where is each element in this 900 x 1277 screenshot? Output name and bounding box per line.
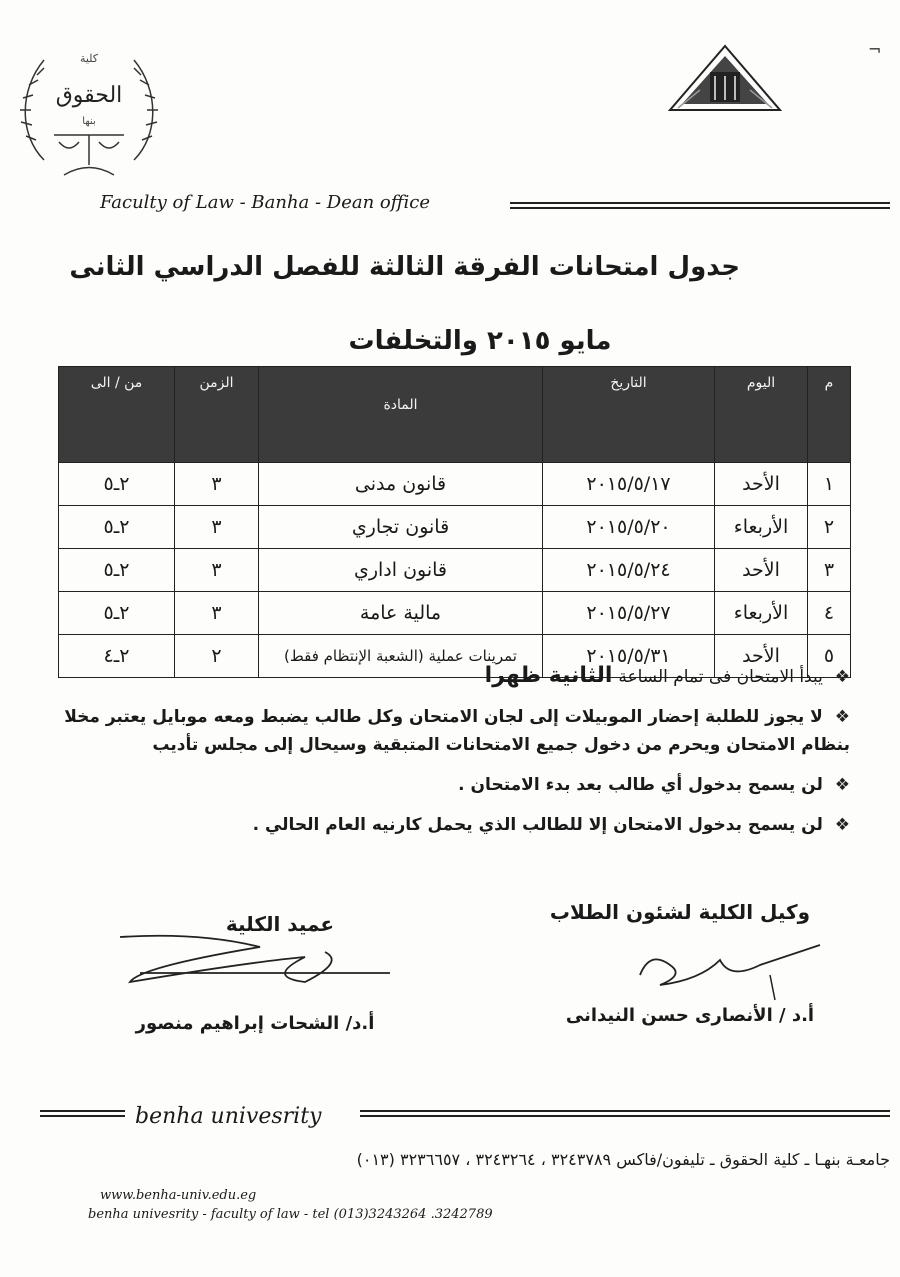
header-time: من / الى bbox=[59, 367, 175, 463]
note-start-emphasis: الثانية ظهرا bbox=[484, 663, 613, 688]
cell-subject: تمرينات عملية (الشعبة الإنتظام فقط) bbox=[259, 635, 543, 678]
faculty-dean-office-text: Faculty of Law - Banha - Dean office bbox=[100, 192, 431, 213]
header-num: م bbox=[808, 367, 851, 463]
table-row bbox=[59, 592, 851, 635]
cell-subject: مالية عامة bbox=[259, 592, 543, 635]
table-row bbox=[59, 463, 851, 506]
cell-date: ٢٠١٥/٥/٣١ bbox=[543, 635, 715, 678]
note-mobiles-text: لا يجوز للطلبة إحضار الموبيلات إلى لجان الامتحان وكل طالب يضبط ومعه موبايل يعتبر مخلا بنظام الامتحان ويحرم من دخول جميع الامتحانات المتبقية وسيحال إلى مجلس تأديب bbox=[64, 707, 850, 755]
header-divider bbox=[510, 202, 890, 209]
footer-contacts-english: benha univesrity - faculty of law - tel (013)3243264 .3242789 bbox=[88, 1207, 493, 1222]
cell-subject: قانون اداري bbox=[259, 549, 543, 592]
cell-num: ٤ bbox=[808, 592, 851, 635]
cell-date: ٢٠١٥/٥/٢٠ bbox=[543, 506, 715, 549]
bullet-icon: ❖ bbox=[834, 667, 850, 687]
note-card bbox=[40, 811, 850, 839]
cell-subject: قانون مدنى bbox=[259, 463, 543, 506]
cell-day: الأحد bbox=[715, 635, 808, 678]
faculty-seal-logo bbox=[14, 40, 164, 190]
cell-date: ٢٠١٥/٥/٢٤ bbox=[543, 549, 715, 592]
cell-num: ٥ bbox=[808, 635, 851, 678]
cell-day: الأحد bbox=[715, 549, 808, 592]
header-duration: الزمن bbox=[175, 367, 259, 463]
vice-dean-signature bbox=[600, 935, 840, 1005]
cell-time: ٢ـ٥ bbox=[59, 506, 175, 549]
dean-name: أ.د/ الشحات إبراهيم منصور bbox=[135, 1013, 375, 1034]
header-date: التاريخ bbox=[543, 367, 715, 463]
cell-date: ٢٠١٥/٥/٢٧ bbox=[543, 592, 715, 635]
cell-time: ٢ـ٥ bbox=[59, 549, 175, 592]
note-card-text: لن يسمح بدخول الامتحان إلا للطالب الذي يحمل كارنيه العام الحالي . bbox=[252, 815, 823, 835]
exam-schedule-table bbox=[58, 366, 851, 678]
corner-mark: ¬ bbox=[868, 40, 882, 59]
note-start-time bbox=[40, 662, 850, 691]
schedule-subtitle: مايو ٢٠١٥ والتخلفات bbox=[348, 326, 612, 356]
cell-duration: ٢ bbox=[175, 635, 259, 678]
cell-num: ٣ bbox=[808, 549, 851, 592]
cell-num: ١ bbox=[808, 463, 851, 506]
university-logo bbox=[660, 38, 790, 118]
cell-duration: ٣ bbox=[175, 463, 259, 506]
cell-date: ٢٠١٥/٥/١٧ bbox=[543, 463, 715, 506]
header-day: اليوم bbox=[715, 367, 808, 463]
footer-contacts-arabic: جامعـة بنهـا ـ كلية الحقوق ـ تليفون/فاكس ٣٢٤٣٧٨٩ ، ٣٢٤٣٢٦٤ ، ٣٢٣٦٦٥٧ (٠١٣) bbox=[356, 1150, 890, 1169]
cell-subject: قانون تجاري bbox=[259, 506, 543, 549]
cell-day: الأحد bbox=[715, 463, 808, 506]
svg-text:كلية: كلية bbox=[79, 52, 99, 65]
table-row bbox=[59, 506, 851, 549]
dean-signature bbox=[100, 925, 400, 995]
bullet-icon: ❖ bbox=[834, 707, 850, 727]
bullet-icon: ❖ bbox=[834, 815, 850, 835]
footer-divider-right bbox=[360, 1110, 890, 1117]
footer-website: www.benha-univ.edu.eg bbox=[100, 1188, 257, 1203]
footer-university: benha univesrity bbox=[135, 1104, 322, 1129]
cell-time: ٢ـ٥ bbox=[59, 463, 175, 506]
faculty-header-line bbox=[100, 192, 890, 222]
bullet-icon: ❖ bbox=[834, 775, 850, 795]
header-subject: المادة bbox=[259, 367, 543, 463]
cell-time: ٢ـ٥ bbox=[59, 592, 175, 635]
footer-divider-left bbox=[40, 1110, 125, 1117]
svg-text:بنها: بنها bbox=[82, 116, 96, 127]
cell-day: الأربعاء bbox=[715, 506, 808, 549]
note-late-entry-text: لن يسمح بدخول أي طالب بعد بدء الامتحان . bbox=[458, 775, 823, 795]
cell-duration: ٣ bbox=[175, 549, 259, 592]
schedule-title: جدول امتحانات الفرقة الثالثة للفصل الدراسي الثانى bbox=[69, 252, 740, 282]
note-mobiles bbox=[40, 703, 850, 759]
cell-num: ٢ bbox=[808, 506, 851, 549]
vice-dean-name: أ.د / الأنصارى حسن النيدانى bbox=[565, 1005, 815, 1026]
svg-text:الحقوق: الحقوق bbox=[55, 83, 123, 108]
cell-duration: ٣ bbox=[175, 592, 259, 635]
table-header-row bbox=[59, 367, 851, 463]
cell-day: الأربعاء bbox=[715, 592, 808, 635]
vice-dean-title: وكيل الكلية لشئون الطلاب bbox=[549, 900, 811, 924]
cell-time: ٢ـ٤ bbox=[59, 635, 175, 678]
note-start-text: يبدأ الامتحان فى تمام الساعة bbox=[618, 667, 823, 687]
table-row bbox=[59, 549, 851, 592]
exam-notes bbox=[40, 662, 850, 851]
note-late-entry bbox=[40, 771, 850, 799]
dean-title: عميد الكلية bbox=[225, 912, 335, 936]
cell-duration: ٣ bbox=[175, 506, 259, 549]
